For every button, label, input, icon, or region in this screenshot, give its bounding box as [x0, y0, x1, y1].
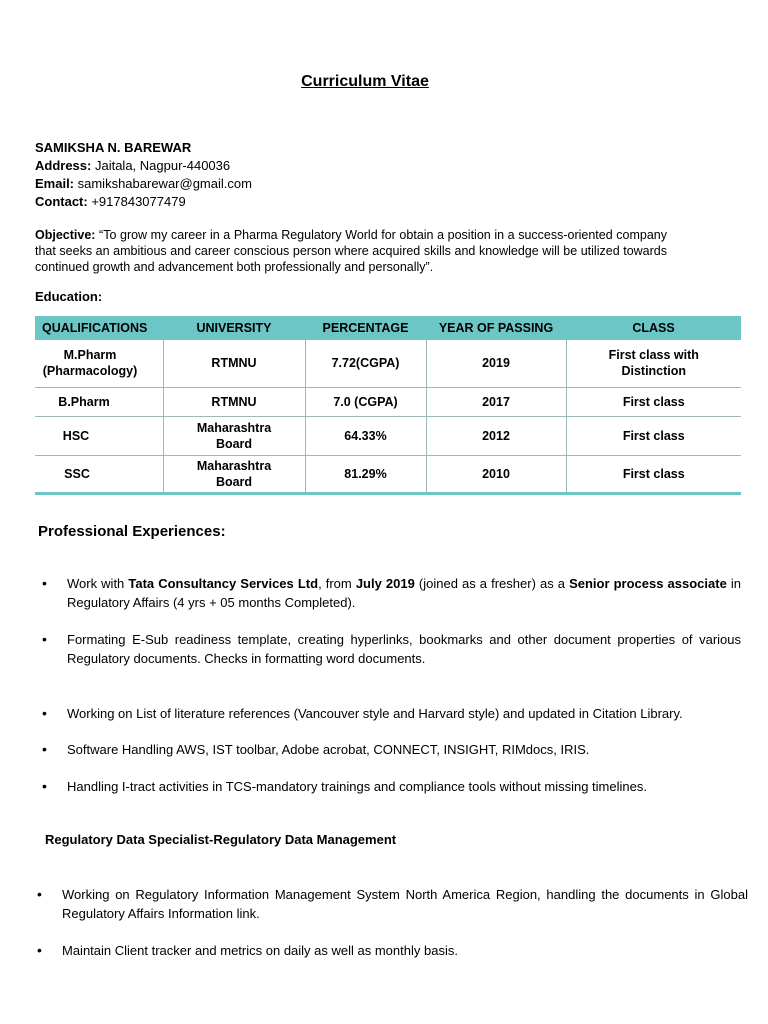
item-text: in Regulatory Affairs (4 yrs + 05 months Completed). — [67, 576, 741, 610]
experience-list — [40, 740, 741, 759]
header-percentage: PERCENTAGE — [305, 316, 426, 340]
company-name: Tata Consultancy Services Ltd — [128, 576, 319, 591]
list-item: • Maintain Client tracker and metrics on daily as well as monthly basis. — [35, 941, 748, 960]
objective-paragraph — [35, 227, 667, 275]
header-qualifications: QUALIFICATIONS — [35, 316, 163, 340]
table-row — [35, 340, 741, 387]
role-list — [35, 941, 748, 960]
objective-label: Objective: — [35, 228, 96, 242]
header-university: UNIVERSITY — [163, 316, 305, 340]
cell-year: 2019 — [426, 340, 566, 387]
list-item: • Handling I-tract activities in TCS-mandatory trainings and compliance tools without missing timelines. — [40, 777, 741, 796]
document-title: Curriculum Vitae — [301, 73, 429, 90]
cell-university: RTMNU — [163, 340, 305, 387]
list-item: • Software Handling AWS, IST toolbar, Adobe acrobat, CONNECT, INSIGHT, RIMdocs, IRIS. — [40, 740, 741, 759]
list-item: • Working on List of literature references (Vancouver style and Harvard style) and updated in Citation Library. — [40, 704, 741, 723]
contact-label: Contact: — [35, 194, 88, 209]
contact-value: +917843077479 — [87, 194, 186, 209]
personal-details — [35, 139, 252, 211]
item-text: Work with — [67, 576, 129, 591]
table-row — [35, 387, 741, 416]
address-label: Address: — [35, 158, 92, 173]
cell-qualification: HSC — [62, 428, 90, 443]
cell-university: Maharashtra Board — [196, 420, 272, 451]
role-heading: Regulatory Data Specialist-Regulatory Data Management — [45, 832, 397, 847]
cell-class-text: First class with Distinction — [608, 348, 699, 379]
cell-qualification: SSC — [64, 466, 90, 481]
cell-year: 2010 — [426, 455, 566, 493]
experience-list — [40, 574, 741, 612]
email-line — [35, 175, 252, 193]
education-heading: Education: — [35, 289, 103, 304]
email-value: samikshabarewar@gmail.com — [74, 176, 252, 191]
cell-class: First class — [566, 455, 741, 493]
cell-class: First class — [566, 416, 741, 455]
join-date: July 2019 — [355, 576, 415, 591]
cell-class — [566, 340, 741, 387]
experience-list — [40, 704, 741, 723]
education-table — [35, 316, 741, 495]
address-value: Jaitala, Nagpur-440036 — [91, 158, 231, 173]
cell-year: 2012 — [426, 416, 566, 455]
item-text: , from — [318, 576, 356, 591]
list-item: • Working on Regulatory Information Management System North America Region, handling the documents in Global Regulatory Affairs Information link. — [35, 885, 748, 923]
cell-university: RTMNU — [163, 387, 305, 416]
list-item — [40, 574, 741, 612]
job-title: Senior process associate — [569, 576, 727, 591]
table-row — [35, 455, 741, 493]
education-header-row — [35, 316, 741, 340]
cell-percentage: 7.0 (CGPA) — [305, 387, 426, 416]
cell-percentage: 64.33% — [305, 416, 426, 455]
experience-heading: Professional Experiences: — [38, 523, 226, 540]
candidate-name: SAMIKSHA N. BAREWAR — [35, 140, 192, 155]
experience-list — [40, 777, 741, 796]
role-list — [35, 885, 748, 923]
address-line — [35, 157, 252, 175]
cell-year: 2017 — [426, 387, 566, 416]
cell-class: First class — [566, 387, 741, 416]
cell-percentage: 7.72(CGPA) — [305, 340, 426, 387]
contact-line — [35, 193, 252, 211]
objective-text: “To grow my career in a Pharma Regulatory World for obtain a position in a success-oriented company that seeks an ambitious and career conscious person where acquired skills and knowledge will be utilized towards continued growth and advancement both professionally and personally”. — [35, 228, 667, 274]
cell-qualification: M.Pharm (Pharmacology) — [42, 348, 138, 379]
item-text: (joined as a fresher) as a — [414, 576, 570, 591]
cell-university: Maharashtra Board — [196, 458, 272, 489]
table-row — [35, 416, 741, 455]
experience-list — [40, 630, 741, 668]
header-year-of-passing: YEAR OF PASSING — [426, 316, 566, 340]
list-item: • Formating E-Sub readiness template, creating hyperlinks, bookmarks and other document properties of various Regulatory documents. Checks in formatting word documents. — [40, 630, 741, 668]
cell-qualification: B.Pharm — [58, 394, 110, 409]
header-class: CLASS — [566, 316, 741, 340]
cell-percentage: 81.29% — [305, 455, 426, 493]
email-label: Email: — [35, 176, 75, 191]
